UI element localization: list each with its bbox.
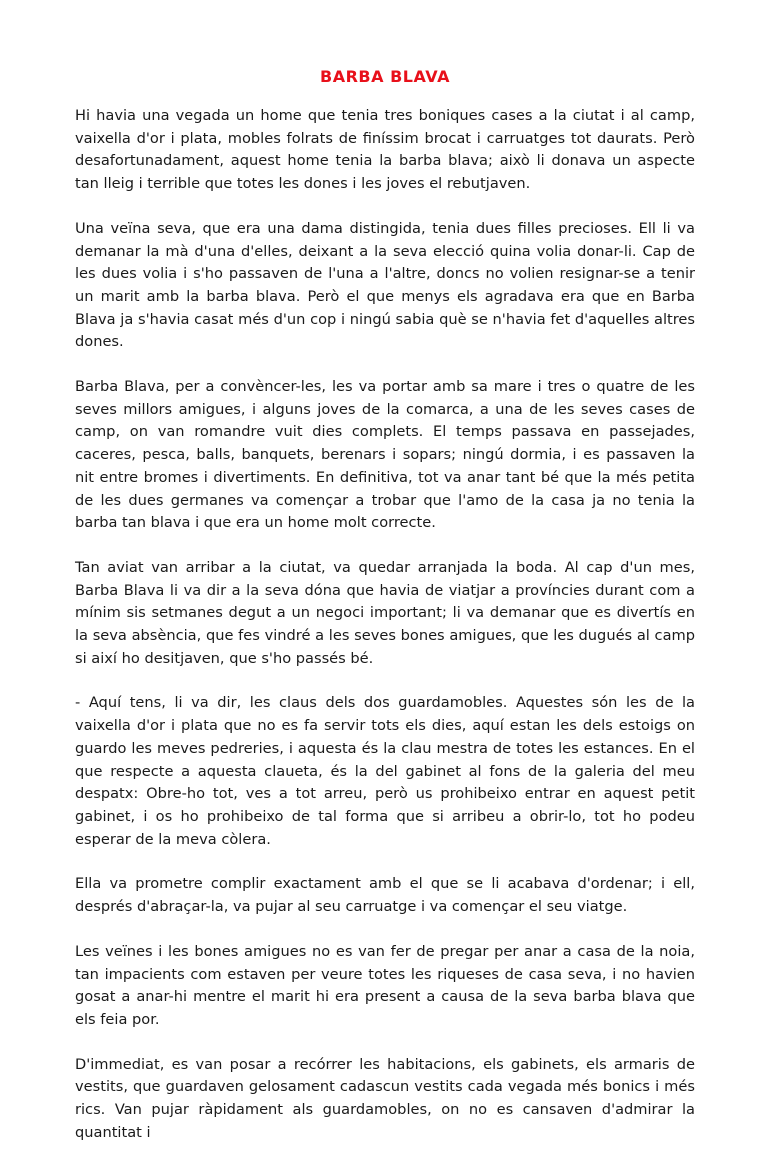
document-page — [75, 66, 695, 1166]
paragraph-6: Ella va prometre complir exactament amb el que se li acabava d'ordenar; i ell, després d'abraçar-la, va pujar al seu carruatge i va començar el seu viatge. — [75, 875, 695, 916]
document-title: BARBA BLAVA — [320, 67, 450, 86]
paragraph-2: Una veïna seva, que era una dama distingida, tenia dues filles precioses. Ell li va demanar la mà d'una d'elles, deixant a la seva elecció quina volia donar-li. Cap de les dues volia i s'ho passaven de l'una a l'altre, doncs no volien resignar-se a tenir un marit amb la barba blava. Però el que menys els agradava era que en Barba Blava ja s'havia casat més d'un cop i ningú sabia què se n'havia fet d'aquelles altres dones. — [75, 219, 695, 351]
paragraph-7: Les veïnes i les bones amigues no es van fer de pregar per anar a casa de la noia, tan impacients com estaven per veure totes les riqueses de casa seva, i no havien gosat a anar-hi mentre el marit hi era present a causa de la seva barba blava que els feia por. — [75, 942, 695, 1028]
paragraph-5: - Aquí tens, li va dir, les claus dels dos guardamobles. Aquestes són les de la vaixella d'or i plata que no es fa servir tots els dies, aquí estan les dels estoigs on guardo les meves pedreries, i aquesta és la clau mestra de totes les estances. En el que respecte a aquesta claueta, és la del gabinet al fons de la galeria del meu despatx: Obre-ho tot, ves a tot arreu, però us prohibeixo entrar en aquest petit gabinet, i os ho prohibeixo de tal forma que si arribeu a obrir-lo, tot ho podeu esperar de la meva còlera. — [75, 694, 695, 848]
paragraph-3: Barba Blava, per a convèncer-les, les va portar amb sa mare i tres o quatre de les seves millors amigues, i alguns joves de la comarca, a una de les seves cases de camp, on van romandre vuit dies complets. El temps passava en passejades, caceres, pesca, balls, banquets, berenars i sopars; ningú dormia, i es passaven la nit entre bromes i divertiments. En definitiva, tot va anar tant bé que la més petita de les dues germanes va començar a trobar que l'amo de la casa ja no tenia la barba tan blava i que era un home molt correcte. — [75, 378, 695, 532]
paragraph-1: Hi havia una vegada un home que tenia tres boniques cases a la ciutat i al camp, vaixella d'or i plata, mobles folrats de finíssim brocat i carruatges tot daurats. Però desafortunadament, aquest home tenia la barba blava; això li donava un aspecte tan lleig i terrible que totes les dones i les joves el rebutjaven. — [75, 107, 695, 193]
paragraph-4: Tan aviat van arribar a la ciutat, va quedar arranjada la boda. Al cap d'un mes, Barba Blava li va dir a la seva dóna que havia de viatjar a províncies durant com a mínim sis setmanes degut a un negoci important; li va demanar que es divertís en la seva absència, que fes vindré a les seves bones amigues, que les dugués al camp si així ho desitjaven, que s'ho passés bé. — [75, 558, 695, 667]
paragraph-8: D'immediat, es van posar a recórrer les habitacions, els gabinets, els armaris de vestits, que guardaven gelosament cadascun vestits cada vegada més bonics i més rics. Van pujar ràpidament als guardamobles, on no es cansaven d'admirar la quantitat i — [75, 1055, 695, 1141]
